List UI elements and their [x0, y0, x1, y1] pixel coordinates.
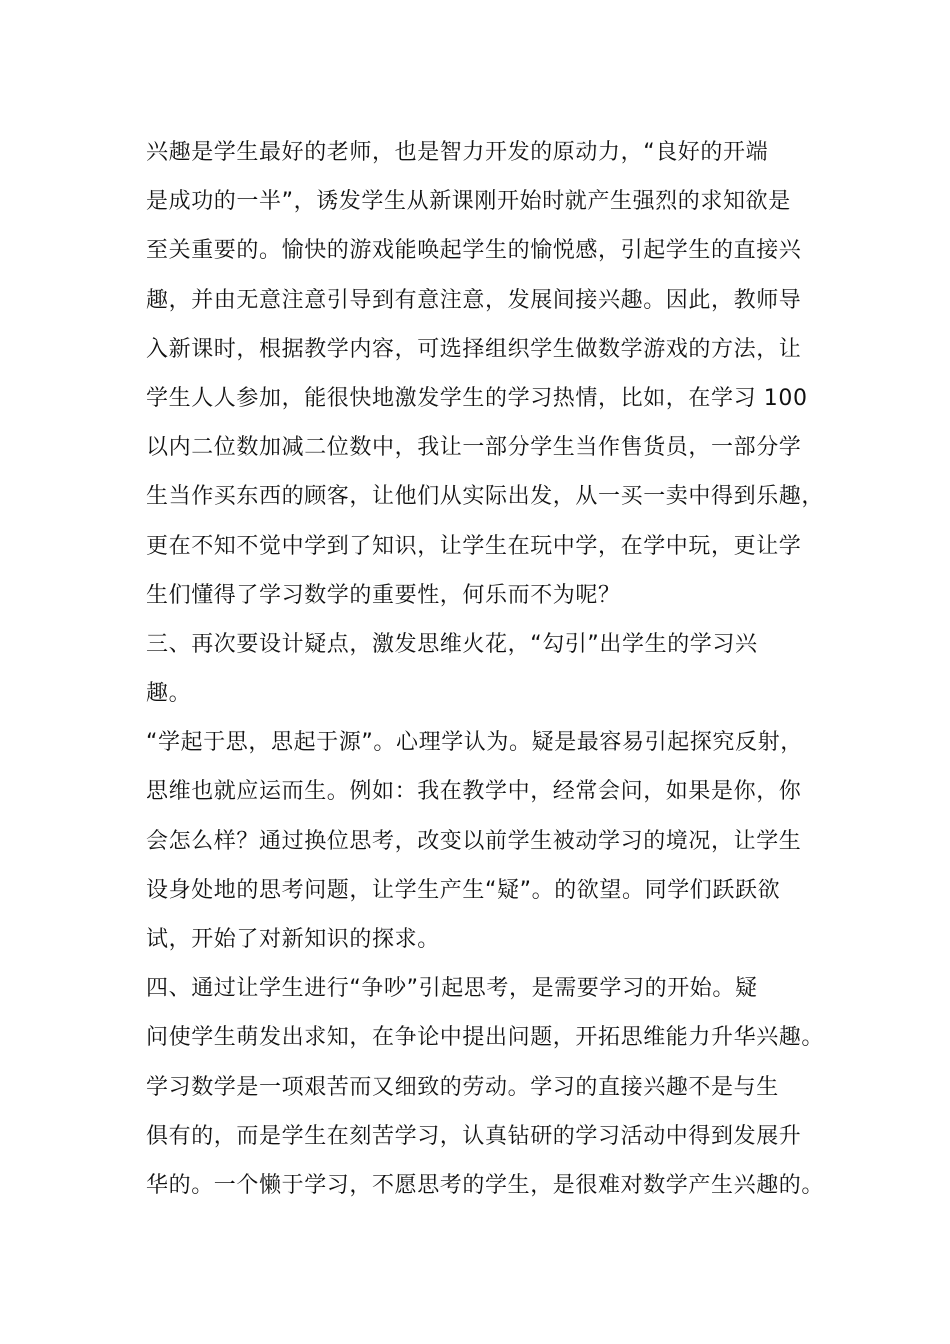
- section-heading-line: 三、再次要设计疑点，激发思维火花，“勾引”出学生的学习兴: [146, 631, 758, 657]
- text-line: 趣，并由无意注意引导到有意注意，发展间接兴趣。因此，教师导: [146, 287, 802, 313]
- text-line: 是成功的一半”，诱发学生从新课刚开始时就产生强烈的求知欲是: [146, 189, 791, 215]
- text-line: 生们懂得了学习数学的重要性，何乐而不为呢？: [146, 582, 621, 608]
- document-body: [146, 128, 836, 1210]
- text-line: 俱有的，而是学生在刻苦学习，认真钻研的学习活动中得到发展升: [146, 1123, 802, 1149]
- section-heading-line: 四、通过让学生进行“争吵”引起思考，是需要学习的开始。疑: [146, 976, 758, 1002]
- section-heading-line: 趣。: [146, 681, 192, 707]
- text-line: 以内二位数加减二位数中，我让一部分学生当作售货员，一部分学: [146, 435, 802, 461]
- text-line: 学习数学是一项艰苦而又细致的劳动。学习的直接兴趣不是与生: [146, 1074, 779, 1100]
- text-line: 更在不知不觉中学到了知识，让学生在玩中学，在学中玩，更让学: [146, 533, 802, 559]
- text-line: 入新课时，根据教学内容，可选择组织学生做数学游戏的方法，让: [146, 336, 802, 362]
- text-line: 试，开始了对新知识的探求。: [146, 927, 440, 952]
- text-line: 思维也就应运而生。例如：我在教学中，经常会问，如果是你，你: [146, 779, 802, 805]
- text-line: 华的。一个懒于学习，不愿思考的学生，是很难对数学产生兴趣的。: [146, 1172, 825, 1198]
- section-heading-line: 问使学生萌发出求知，在争论中提出问题，开拓思维能力升华兴趣。: [146, 1025, 825, 1051]
- text-line: 设身处地的思考问题，让学生产生“疑”。的欲望。同学们跃跃欲: [146, 877, 781, 903]
- text-line: 生当作买东西的顾客，让他们从实际出发，从一买一卖中得到乐趣，: [146, 484, 825, 510]
- text-line: “学起于思，思起于源”。心理学认为。疑是最容易引起探究反射，: [146, 730, 803, 756]
- text-line: 会怎么样？通过换位思考，改变以前学生被动学习的境况，让学生: [146, 828, 802, 854]
- text-line: 学生人人参加，能很快地激发学生的学习热情，比如，在学习 100: [146, 385, 808, 411]
- text-line: 至关重要的。愉快的游戏能唤起学生的愉悦感，引起学生的直接兴: [146, 238, 802, 264]
- text-line: 兴趣是学生最好的老师，也是智力开发的原动力，“良好的开端: [146, 140, 769, 165]
